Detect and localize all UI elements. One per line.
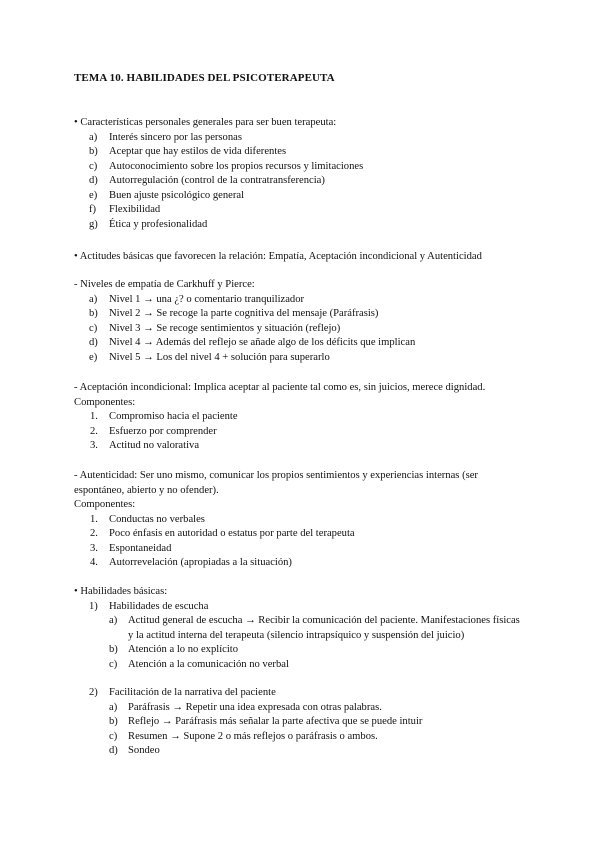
list-item: c) Autoconocimiento sobre los propios recursos y limitaciones: [89, 160, 364, 172]
list-item: b) Aceptar que hay estilos de vida diferentes: [89, 146, 287, 157]
list-item: 1. Compromiso hacia el paciente: [90, 411, 238, 422]
list-item: a) Paráfrasis → Repetir una idea expresada con otras palabras.: [109, 701, 382, 713]
list-item: 3. Actitud no valorativa: [90, 440, 200, 451]
section-unconditional-acceptance: [74, 381, 544, 454]
list-item: 1. Conductas no verbales: [90, 513, 205, 525]
skill-group-narrative: 2) Facilitación de la narrativa del paciente: [89, 687, 276, 698]
section-personal-traits: [74, 116, 544, 232]
list-item: b) Atención a lo no explícito: [109, 644, 239, 655]
list-item: 2. Esfuerzo por comprender: [90, 425, 217, 437]
list-item: d) Sondeo: [109, 745, 160, 756]
traits-list: [74, 131, 544, 233]
list-item: b) Reflejo → Paráfrasis más señalar la parte afectiva que se puede intuir: [109, 716, 423, 727]
acceptance-components-list: [74, 410, 544, 454]
section-heading: • Características personales generales para ser buen terapeuta:: [74, 117, 337, 128]
list-item: g) Ética y profesionalidad: [89, 218, 208, 230]
list-item: b) Nivel 2 → Se recoge la parte cognitiva del mensaje (Paráfrasis): [89, 308, 379, 319]
components-label: Componentes:: [74, 396, 136, 408]
list-item: a) Actitud general de escucha → Recibir la comunicación del paciente. Manifestaciones físicas y la actitud interna del terapeuta (silencio intrapsíquico y suspensión del juicio): [109, 615, 520, 641]
section-heading: • Habilidades básicas:: [74, 586, 168, 597]
list-item: f) Flexibilidad: [89, 204, 161, 215]
list-item: a) Nivel 1 → una ¿? o comentario tranquilizador: [89, 293, 305, 305]
list-item: 3. Espontaneidad: [90, 542, 172, 554]
section-basic-skills: [74, 585, 544, 759]
list-item: c) Resumen → Supone 2 o más reflejos o paráfrasis o ambos.: [109, 730, 378, 742]
section-authenticity: [74, 469, 544, 571]
skill-group-listening: 1) Habilidades de escucha: [89, 600, 209, 612]
section-basic-attitudes: [74, 250, 544, 265]
list-item: e) Nivel 5 → Los del nivel 4 + solución para superarlo: [89, 351, 330, 363]
list-item: c) Atención a la comunicación no verbal: [109, 658, 289, 670]
list-item: d) Nivel 4 → Además del reflejo se añade algo de los déficits que implican: [89, 337, 416, 348]
list-item: 4. Autorrevelación (apropiadas a la situación): [90, 557, 292, 568]
authenticity-components-list: [74, 513, 544, 571]
list-item: 2. Poco énfasis en autoridad o estatus por parte del terapeuta: [90, 528, 355, 539]
page-title: TEMA 10. HABILIDADES DEL PSICOTERAPEUTA: [74, 72, 335, 84]
section-heading: - Niveles de empatía de Carkhuff y Pierce:: [74, 279, 255, 290]
skill-group-title: Facilitación de la narrativa del paciente: [109, 687, 276, 698]
list-item: d) Autorregulación (control de la contratransferencia): [89, 175, 325, 186]
list-item: e) Buen ajuste psicológico general: [89, 189, 245, 201]
list-item: c) Nivel 3 → Se recoge sentimientos y situación (reflejo): [89, 322, 341, 334]
section-heading: - Aceptación incondicional: Implica aceptar al paciente tal como es, sin juicios, merece dignidad.: [74, 382, 486, 393]
components-label: Componentes:: [74, 499, 136, 510]
section-heading: • Actitudes básicas que favorecen la relación: Empatía, Aceptación incondicional y Autenticidad: [74, 251, 482, 262]
section-empathy-levels: [74, 278, 544, 365]
section-heading: - Autenticidad: Ser uno mismo, comunicar los propios sentimientos y experiencias internas (ser espontáneo, abierto y no ofender).: [74, 470, 478, 496]
empathy-levels-list: [74, 293, 544, 366]
list-item: a) Interés sincero por las personas: [89, 131, 242, 143]
skill-group-title: Habilidades de escucha: [109, 600, 209, 612]
